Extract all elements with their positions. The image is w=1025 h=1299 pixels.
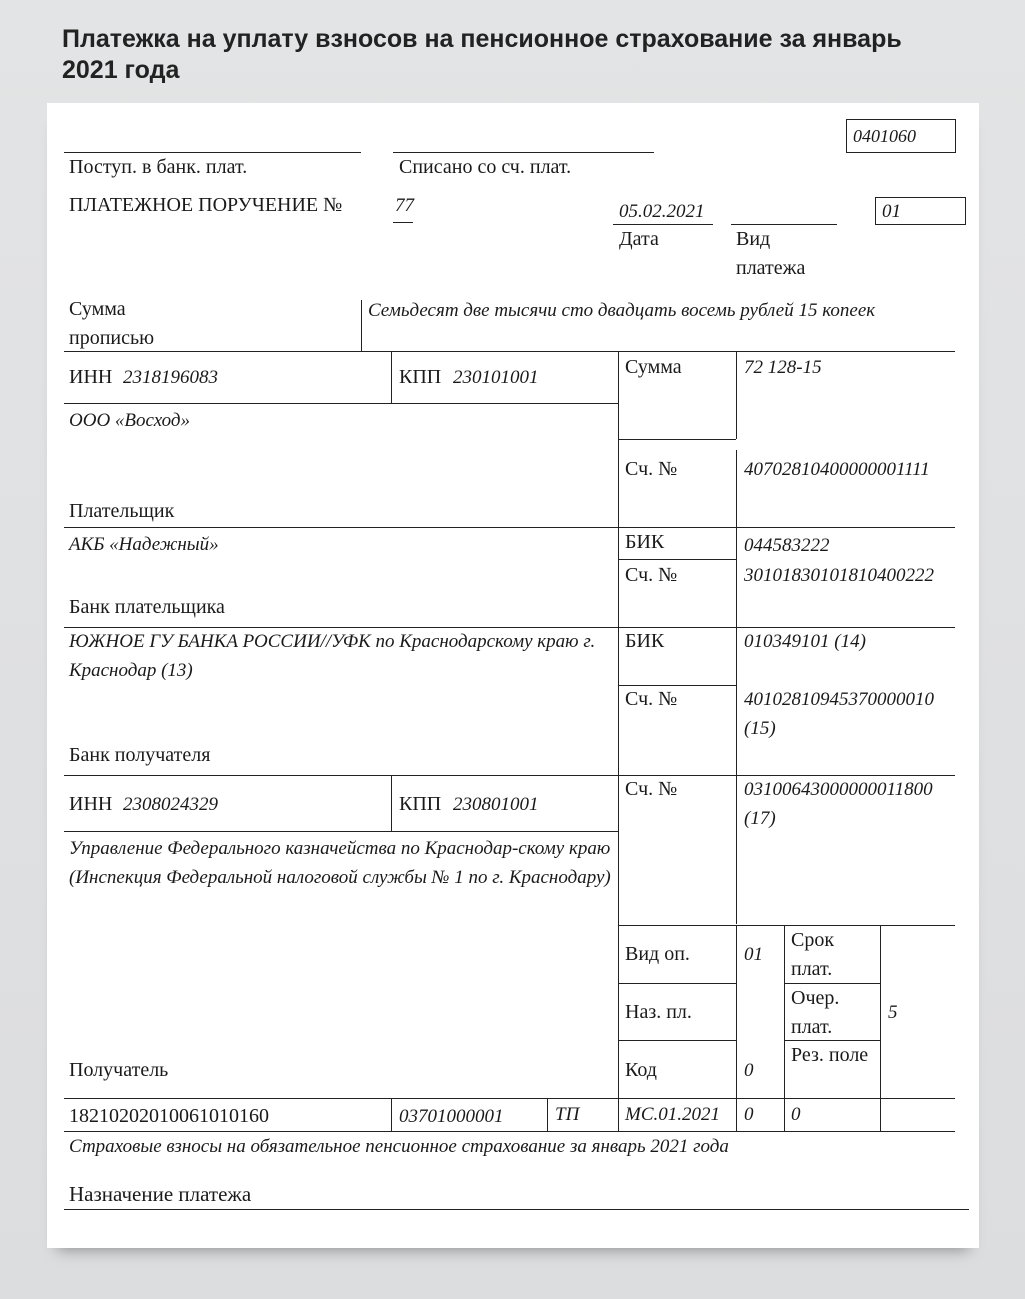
- amount-words: Семьдесят две тысячи сто двадцать восемь рублей 15 копеек: [368, 300, 876, 321]
- recipient-inn-divider: [391, 775, 392, 831]
- payer-inn-label: ИНН: [69, 366, 113, 388]
- recipient-bik: 010349101 (14): [744, 631, 866, 652]
- grid-col: [784, 925, 785, 1098]
- grid-col: [547, 1098, 548, 1131]
- payer-inn: 2318196083: [123, 367, 218, 388]
- purpose-text: Страховые взносы на обязательное пенсионное страхование за январь 2021 года: [69, 1136, 729, 1157]
- grid-line: [64, 1209, 969, 1210]
- sum-label: Сумма: [625, 356, 682, 378]
- kbk: 18210202010061010160: [69, 1105, 269, 1127]
- doc-date: 0: [791, 1104, 801, 1125]
- grid-line: [64, 351, 955, 352]
- payment-order-form: [47, 103, 979, 1248]
- payer-bik: 044583222: [744, 535, 830, 556]
- date-label: Дата: [619, 228, 659, 250]
- payer-bank-account: 30101830101810400222: [744, 565, 934, 586]
- recipient-bank-account-label: Сч. №: [625, 688, 678, 710]
- code-label: Код: [625, 1059, 657, 1081]
- grid-col-right: [736, 775, 737, 924]
- basis: ТП: [555, 1104, 580, 1125]
- grid-line: [618, 983, 736, 984]
- recipient-kpp: 230801001: [453, 794, 539, 815]
- queue-label: Очер. плат.: [791, 987, 840, 1038]
- recipient-inn: 2308024329: [123, 794, 218, 815]
- payer-bank-name: АКБ «Надежный»: [69, 534, 219, 555]
- recipient-bank-name: ЮЖНОЕ ГУ БАНКА РОССИИ//УФК по Краснодарскому краю г. Краснодар (13): [69, 631, 596, 681]
- recipient-account-label: Сч. №: [625, 778, 678, 800]
- payer-account-label: Сч. №: [625, 458, 678, 480]
- payer-bank-account-label: Сч. №: [625, 564, 678, 586]
- recipient-kpp-label: КПП: [399, 793, 442, 815]
- grid-col-right: [736, 627, 737, 775]
- payer-bank-label: Банк плательщика: [69, 596, 225, 618]
- payer-inn-divider: [391, 351, 392, 403]
- op-type: 01: [744, 944, 763, 965]
- order-label: ПЛАТЕЖНОЕ ПОРУЧЕНИЕ №: [69, 194, 343, 216]
- grid-col: [618, 1098, 619, 1131]
- grid-line: [618, 925, 955, 926]
- grid-line: [64, 1098, 955, 1099]
- queue-value: 5: [888, 1002, 898, 1023]
- recipient-account: 03100643000000011800 (17): [744, 779, 933, 829]
- sum-value: 72 128-15: [744, 357, 822, 378]
- grid-col-mid: [618, 351, 619, 1098]
- recipient-name: Управление Федерального казначейства по Краснодар-скому краю (Инспекция Федеральной налоговой службы № 1 по г. Краснодару): [69, 838, 611, 888]
- grid-col: [880, 1098, 881, 1131]
- recipient-inn-label: ИНН: [69, 793, 113, 815]
- recipient-bik-label: БИК: [625, 630, 665, 652]
- grid-col: [880, 925, 881, 1098]
- grid-line: [64, 831, 618, 832]
- payer-account: 40702810400000001111: [744, 459, 930, 480]
- form-code: 0401060: [853, 126, 916, 146]
- payer-name: ООО «Восход»: [69, 410, 191, 431]
- recipient-bank-account: 40102810945370000010 (15): [744, 689, 934, 739]
- purpose-label: Назначение платежа: [69, 1182, 252, 1206]
- status-code: 01: [882, 201, 901, 222]
- purpose-code-label: Наз. пл.: [625, 1001, 692, 1023]
- grid-col-right: [736, 351, 737, 439]
- order-number: 77: [395, 195, 414, 216]
- code-value: 0: [744, 1060, 754, 1081]
- doc-number: 0: [744, 1104, 754, 1125]
- reserve-label: Рез. поле: [791, 1044, 869, 1066]
- amount-words-label: Сумма прописью: [69, 298, 155, 349]
- date-value: 05.02.2021: [619, 201, 705, 222]
- grid-col: [784, 1098, 785, 1131]
- payer-label: Плательщик: [69, 500, 175, 522]
- due-date-label: Срок плат.: [791, 929, 835, 980]
- grid-line: [618, 559, 736, 560]
- order-number-line: [393, 222, 413, 223]
- page-heading: Платежка на уплату взносов на пенсионное страхование за январь 2021 года: [62, 25, 902, 84]
- payment-type-label: Вид платежа: [736, 228, 806, 279]
- grid-col-right: [736, 450, 737, 527]
- recipient-bank-label: Банк получателя: [69, 744, 211, 766]
- grid-col: [736, 925, 737, 1098]
- grid-line: [64, 527, 955, 528]
- payer-bik-label: БИК: [625, 531, 665, 553]
- op-type-label: Вид оп.: [625, 943, 690, 965]
- grid-line: [618, 439, 736, 440]
- payer-kpp: 230101001: [453, 367, 539, 388]
- amount-words-divider: [361, 300, 362, 351]
- grid-line: [64, 403, 618, 404]
- debited-label: Списано со сч. плат.: [399, 156, 572, 178]
- grid-line: [618, 1040, 736, 1041]
- received-label: Поступ. в банк. плат.: [69, 156, 248, 178]
- grid-col: [736, 1098, 737, 1131]
- recipient-label: Получатель: [69, 1059, 169, 1081]
- grid-col: [391, 1098, 392, 1131]
- payer-kpp-label: КПП: [399, 366, 442, 388]
- period: МС.01.2021: [625, 1104, 720, 1125]
- grid-col-right: [736, 527, 737, 627]
- oktmo: 03701000001: [399, 1106, 504, 1127]
